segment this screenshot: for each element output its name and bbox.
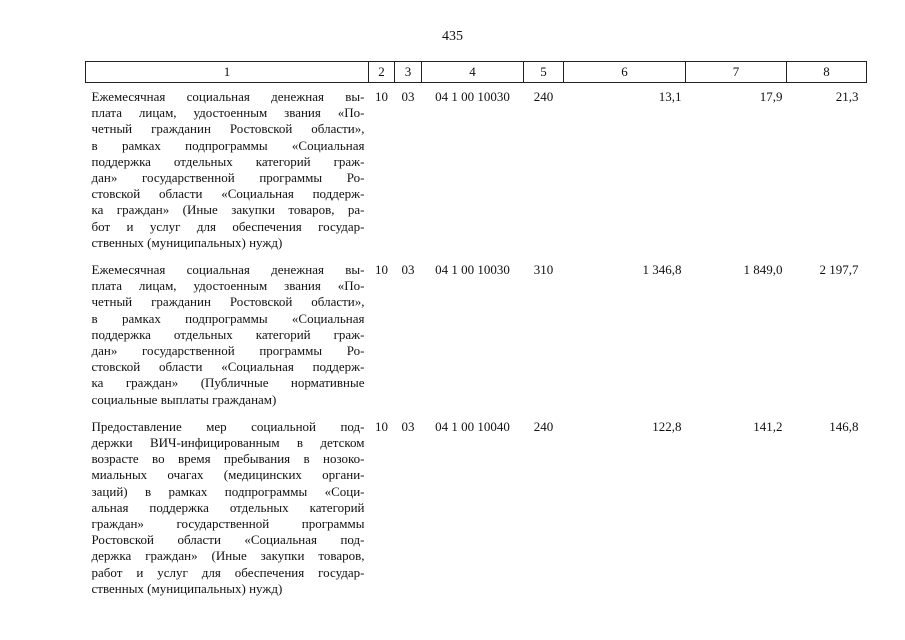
description-line: Ежемесячная социальная денежная вы- [91, 89, 365, 104]
description-line: стовской области «Социальная поддерж- [91, 186, 365, 202]
description-line: ка граждан» (Иные закупки товаров, ра- [91, 202, 365, 218]
header-col-6: 6 [564, 62, 686, 83]
row-amount-col7: 141,2 [753, 418, 783, 434]
table-row [86, 413, 867, 602]
header-col-8: 8 [787, 62, 867, 83]
description-line: поддержка отдельных категорий граж- [91, 153, 365, 169]
row-amount-col7: 1 849,0 [743, 262, 783, 278]
table-header-row [86, 62, 867, 83]
description-line: в рамках подпрограммы «Социальная [91, 137, 365, 153]
header-col-4: 4 [422, 62, 524, 83]
row-subsection-code: 03 [401, 89, 415, 104]
description-line: плата лицам, удостоенным звания «По- [91, 278, 365, 294]
description-line: поддержка отдельных категорий граж- [91, 326, 365, 342]
description-line: альная поддержка отдельных категорий [91, 499, 365, 515]
row-expense-type-code: 240 [533, 89, 554, 104]
description-line: Предоставление мер социальной под- [91, 418, 365, 434]
description-line: работ и услуг для обеспечения государ- [91, 564, 365, 580]
table-row [86, 256, 867, 413]
row-amount-col6: 122,8 [652, 418, 682, 434]
header-col-3: 3 [395, 62, 422, 83]
description-line: граждан» государственной программы [91, 516, 365, 532]
description-line: ственных (муниципальных) нужд) [91, 580, 283, 596]
table-row [86, 83, 867, 257]
row-target-article-code: 04 1 00 10040 [435, 418, 510, 434]
description-line: ка граждан» (Публичные нормативные [91, 375, 365, 391]
header-col-7: 7 [686, 62, 787, 83]
description-line: ственных (муниципальных) нужд) [91, 234, 283, 250]
description-line: Ростовской области «Социальная под- [91, 532, 365, 548]
row-amount-col8: 21,3 [835, 89, 859, 104]
row-amount-col8: 2 197,7 [819, 262, 859, 278]
description-line: дан» государственной программы Ро- [91, 343, 365, 359]
description-line: заций) в рамках подпрограммы «Соци- [91, 483, 365, 499]
description-line: держки ВИЧ-инфицированным в детском [91, 435, 365, 451]
row-section-code: 10 [375, 262, 388, 278]
row-amount-col6: 13,1 [658, 89, 682, 104]
description-line: держка граждан» (Иные закупки товаров, [91, 548, 365, 564]
row-amount-col7: 17,9 [759, 89, 783, 104]
row-amount-col6: 1 346,8 [642, 262, 682, 278]
row-subsection-code: 03 [401, 262, 415, 278]
row-description [86, 413, 369, 602]
row-section-code: 10 [375, 418, 388, 434]
row-description [86, 256, 369, 413]
row-section-code: 10 [375, 89, 388, 104]
header-col-1: 1 [86, 62, 369, 83]
row-target-article-code: 04 1 00 10030 [435, 89, 510, 104]
header-col-2: 2 [369, 62, 395, 83]
description-line: дан» государственной программы Ро- [91, 170, 365, 186]
table-body [86, 83, 867, 603]
header-col-5: 5 [524, 62, 564, 83]
row-target-article-code: 04 1 00 10030 [435, 262, 510, 278]
description-line: возрасте во время пребывания в нозоко- [91, 451, 365, 467]
description-line: плата лицам, удостоенным звания «По- [91, 105, 365, 121]
row-description [86, 83, 369, 257]
description-line: в рамках подпрограммы «Социальная [91, 310, 365, 326]
row-subsection-code: 03 [401, 418, 415, 434]
row-amount-col8: 146,8 [829, 418, 859, 434]
page-number: 435 [442, 29, 463, 44]
description-line: бот и услуг для обеспечения государ- [91, 218, 365, 234]
row-expense-type-code: 310 [533, 262, 554, 278]
description-line: миальных очагах (медицинских органи- [91, 467, 365, 483]
description-line: стовской области «Социальная поддерж- [91, 359, 365, 375]
description-line: социальные выплаты гражданам) [91, 391, 277, 407]
budget-table [85, 61, 867, 602]
description-line: четный гражданин Ростовской области», [91, 294, 365, 310]
description-line: четный гражданин Ростовской области», [91, 121, 365, 137]
row-expense-type-code: 240 [533, 418, 554, 434]
description-line: Ежемесячная социальная денежная вы- [91, 262, 365, 278]
